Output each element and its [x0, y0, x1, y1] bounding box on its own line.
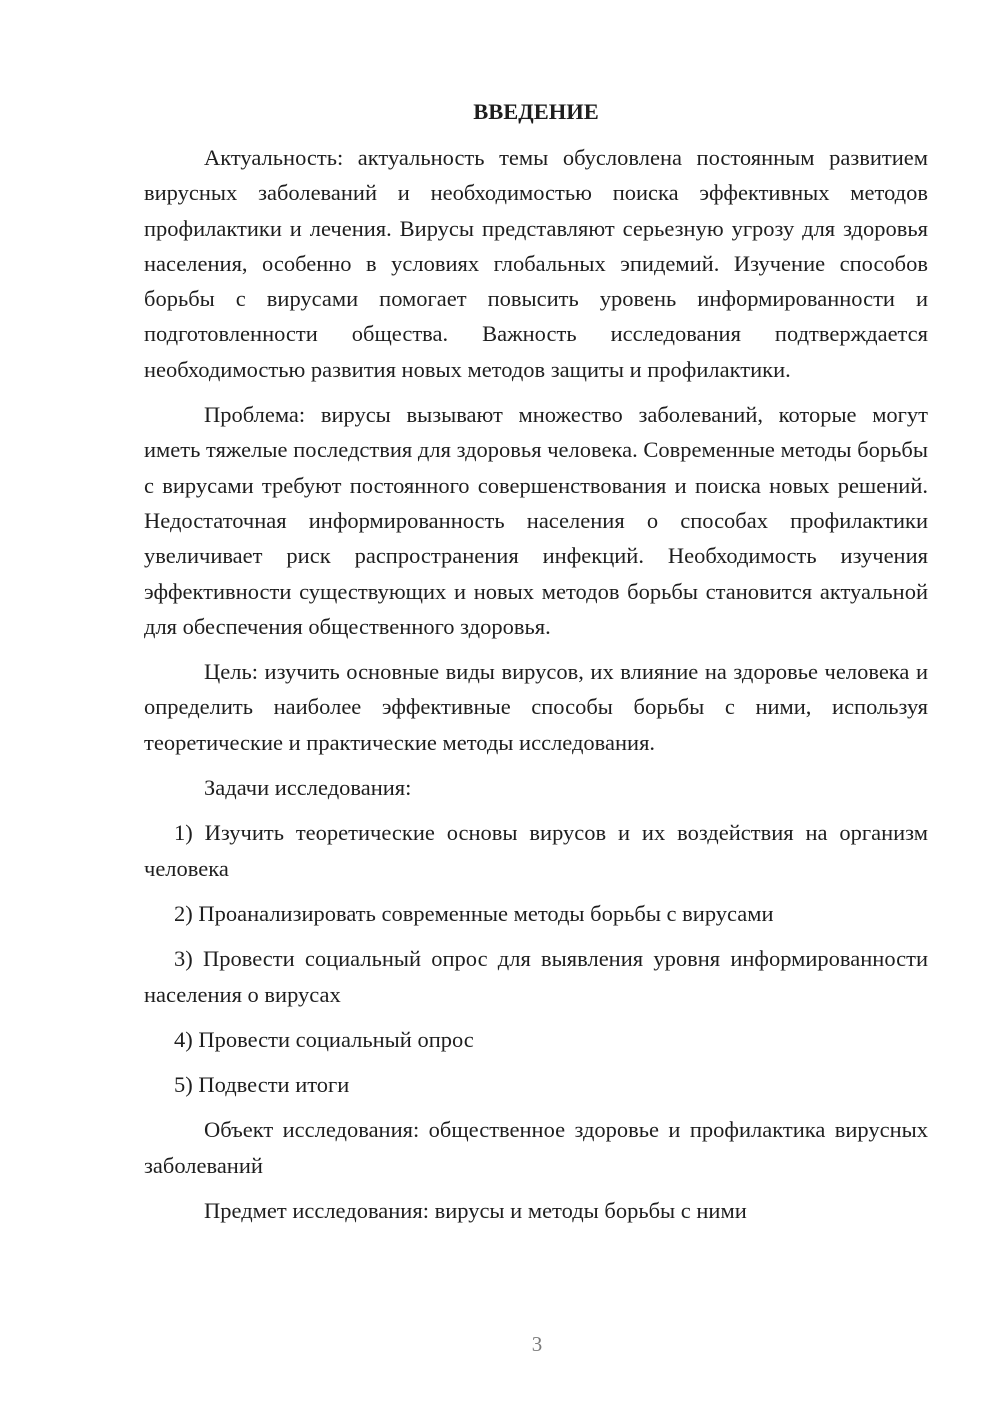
- page-content: [144, 93, 928, 1238]
- tasks-heading: Задачи исследования:: [204, 775, 412, 801]
- section-title: ВВЕДЕНИЕ: [473, 99, 599, 124]
- task-item: 1) Изучить теоретические основы вирусов и их воздействия на организм человека: [144, 820, 928, 881]
- goal-paragraph: Цель: изучить основные виды вирусов, их влияние на здоровье человека и определить наиболее эффективные способы борьбы с ними, используя теоретические и практические методы исследования.: [144, 659, 928, 755]
- page-number: 3: [531, 1332, 543, 1356]
- task-item: 4) Провести социальный опрос: [174, 1026, 474, 1052]
- task-item: 2) Проанализировать современные методы борьбы с вирусами: [174, 900, 774, 926]
- subject-paragraph: Предмет исследования: вирусы и методы борьбы с ними: [204, 1198, 747, 1224]
- object-paragraph: Объект исследования: общественное здоровье и профилактика вирусных заболеваний: [144, 1117, 928, 1178]
- problem-paragraph: Проблема: вирусы вызывают множество заболеваний, которые могут иметь тяжелые последствия для здоровья человека. Современные методы борьбы с вирусами требуют постоянного совершенствования и поиска новых решений. Недостаточная информированность населения о способах профилактики увеличивает риск распространения инфекций. Необходимость изучения эффективности существующих и новых методов борьбы становится актуальной для обеспечения общественного здоровья.: [144, 402, 928, 639]
- relevance-paragraph: Актуальность: актуальность темы обусловлена постоянным развитием вирусных заболеваний и необходимостью поиска эффективных методов профилактики и лечения. Вирусы представляют серьезную угрозу для здоровья населения, особенно в условиях глобальных эпидемий. Изучение способов борьбы с вирусами помогает повысить уровень информированности и подготовленности общества. Важность исследования подтверждается необходимостью развития новых методов защиты и профилактики.: [144, 145, 928, 382]
- task-item: 5) Подвести итоги: [174, 1072, 350, 1098]
- task-item: 3) Провести социальный опрос для выявления уровня информированности населения о вирусах: [144, 946, 928, 1007]
